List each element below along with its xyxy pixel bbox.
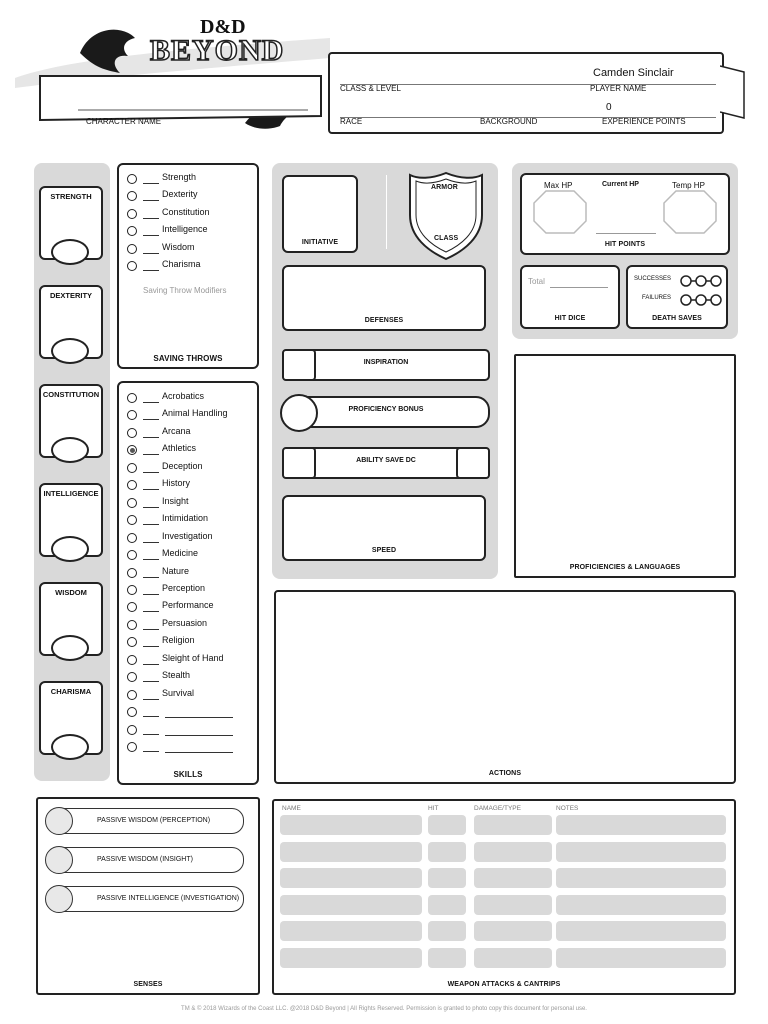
ability-save-dc-box[interactable] (282, 447, 490, 479)
modifier-oval[interactable] (51, 437, 89, 463)
attack-header-hit: HIT (428, 805, 439, 812)
senses-title: SENSES (133, 981, 163, 988)
proficiency-bonus-box[interactable] (282, 396, 490, 428)
proficiency-checkbox[interactable] (127, 672, 137, 682)
skill-label: Investigation (162, 530, 213, 541)
proficiency-checkbox[interactable] (127, 742, 137, 752)
proficiency-checkbox[interactable] (127, 498, 137, 508)
inspiration-box[interactable] (282, 349, 490, 381)
saving-throw-modifiers-label: Saving Throw Modifiers (143, 286, 227, 295)
passive-investigation-value[interactable] (45, 885, 73, 913)
skills-box (117, 381, 259, 785)
character-name-label: CHARACTER NAME (86, 117, 162, 126)
class-label: CLASS (434, 235, 459, 242)
hit-dice-box[interactable] (520, 265, 620, 329)
proficiency-checkbox[interactable] (127, 515, 137, 525)
proficiency-bonus-label: PROFICIENCY BONUS (348, 406, 424, 413)
ability-name: DEXTERITY (49, 291, 93, 300)
attack-cell[interactable] (556, 868, 726, 888)
ability-name: CONSTITUTION (42, 390, 100, 399)
ability-constitution[interactable] (39, 384, 101, 466)
passive-insight[interactable]: PASSIVE WISDOM (INSIGHT) (46, 847, 244, 873)
skills-title: SKILLS (173, 770, 203, 779)
actions-title: ACTIONS (488, 770, 522, 777)
attack-cell[interactable] (428, 868, 466, 888)
skill-label: Deception (162, 460, 203, 471)
skill-label: Survival (162, 687, 195, 698)
death-save-checkboxes[interactable] (680, 273, 722, 309)
modifier-oval[interactable] (51, 536, 89, 562)
hit-dice-label: HIT DICE (554, 315, 586, 322)
skill-label: Medicine (162, 548, 199, 559)
senses-box (36, 797, 260, 995)
proficiency-checkbox[interactable] (127, 707, 137, 717)
skill-label: Perception (162, 582, 206, 593)
ability-wisdom[interactable] (39, 582, 101, 664)
combat-panel (272, 163, 498, 579)
attack-cell[interactable] (428, 921, 466, 941)
proficiency-checkbox[interactable] (127, 568, 137, 578)
skill-label: Nature (162, 565, 190, 576)
race-label: RACE (340, 117, 363, 126)
proficiency-checkbox[interactable] (127, 602, 137, 612)
attack-cell[interactable] (280, 868, 422, 888)
player-name-value[interactable]: Camden Sinclair (593, 67, 674, 79)
modifier-oval[interactable] (51, 734, 89, 760)
proficiencies-languages-box[interactable] (514, 354, 736, 578)
proficiency-checkbox[interactable] (127, 463, 137, 473)
experience-value[interactable]: 0 (606, 102, 612, 113)
actions-box[interactable] (274, 590, 736, 784)
modifier-oval[interactable] (51, 338, 89, 364)
skill-label: Persuasion (162, 617, 208, 628)
initiative-label: INITIATIVE (301, 239, 339, 246)
ability-strength[interactable] (39, 186, 101, 268)
max-hp-label: Max HP (544, 181, 573, 190)
proficiency-checkbox[interactable] (127, 637, 137, 647)
passive-perception-value[interactable] (45, 807, 73, 835)
skill-label: Religion (162, 635, 195, 646)
current-hp-line (596, 233, 656, 234)
skill-label: Insight (162, 495, 189, 506)
attack-cell[interactable] (280, 895, 422, 915)
passive-perception[interactable]: PASSIVE WISDOM (PERCEPTION) (46, 808, 244, 834)
attack-cell[interactable] (428, 842, 466, 862)
death-saves-box[interactable] (626, 265, 728, 329)
header-scroll-end (720, 62, 746, 122)
current-hp-label: Current HP (602, 181, 639, 188)
proficiency-checkbox[interactable] (127, 533, 137, 543)
attack-cell[interactable] (280, 815, 422, 835)
initiative-box[interactable] (282, 175, 358, 253)
inspiration-label: INSPIRATION (363, 359, 409, 366)
death-saves-label: DEATH SAVES (652, 315, 702, 322)
defenses-label: DEFENSES (364, 317, 404, 324)
attack-cell[interactable] (556, 815, 726, 835)
passive-investigation[interactable]: PASSIVE INTELLIGENCE (INVESTIGATION) (46, 886, 244, 912)
logo-dnd: D&D (200, 16, 246, 38)
proficiency-checkbox[interactable] (127, 725, 137, 735)
proficiency-checkbox[interactable] (127, 655, 137, 665)
successes-label: SUCCESSES (634, 276, 672, 282)
attack-header-notes: NOTES (556, 805, 579, 812)
speed-label: SPEED (371, 547, 397, 554)
proficiency-checkbox[interactable] (127, 550, 137, 560)
attack-cell[interactable] (428, 815, 466, 835)
proficiency-circle[interactable] (280, 394, 318, 432)
saving-throws-title: SAVING THROWS (153, 354, 223, 363)
attack-cell[interactable] (474, 895, 552, 915)
skill-label: Acrobatics (162, 391, 205, 401)
attack-cell[interactable] (474, 868, 552, 888)
ability-name: CHARISMA (50, 687, 92, 696)
temp-hp-octagon[interactable] (662, 189, 718, 235)
hit-dice-total-line (550, 287, 608, 288)
background-label: BACKGROUND (480, 117, 538, 126)
attack-cell[interactable] (428, 895, 466, 915)
attack-cell[interactable] (556, 842, 726, 862)
hit-dice-total-label: Total (528, 277, 545, 286)
proficiency-checkbox[interactable] (127, 393, 137, 403)
proficiency-checkbox[interactable] (127, 690, 137, 700)
ability-name: WISDOM (55, 588, 87, 597)
attack-cell[interactable] (556, 895, 726, 915)
character-name-banner[interactable] (38, 70, 323, 124)
attack-cell[interactable] (474, 842, 552, 862)
attack-cell[interactable] (474, 948, 552, 968)
ability-scores-column (34, 163, 110, 781)
modifier-oval[interactable] (51, 239, 89, 265)
max-hp-octagon[interactable] (532, 189, 588, 235)
weapon-attacks-title: WEAPON ATTACKS & CANTRIPS (447, 981, 561, 988)
experience-label: EXPERIENCE POINTS (602, 117, 686, 126)
proficiency-checkbox[interactable] (127, 585, 137, 595)
ability-intelligence[interactable] (39, 483, 101, 565)
attack-cell[interactable] (474, 921, 552, 941)
skill-label: Animal Handling (162, 408, 228, 419)
saving-throws-box: Strength Dexterity Constitution Intelligence Wisdom Charisma Saving Throw Modifiers SAVING THROWS (117, 163, 259, 369)
attack-cell[interactable] (280, 948, 422, 968)
skill-label: Intimidation (162, 513, 209, 524)
attack-cell[interactable] (280, 921, 422, 941)
ability-charisma[interactable] (39, 681, 101, 763)
weapon-attacks-box (272, 799, 736, 995)
proficiency-checkbox[interactable] (127, 480, 137, 490)
modifier-oval[interactable] (51, 635, 89, 661)
defenses-box[interactable] (282, 265, 486, 331)
skill-label: Stealth (162, 670, 191, 681)
attack-cell[interactable] (556, 921, 726, 941)
divider (386, 175, 387, 249)
player-name-label: PLAYER NAME (590, 84, 647, 93)
hit-points-label: HIT POINTS (604, 241, 646, 248)
hit-points-box[interactable] (520, 173, 730, 255)
attack-cell[interactable] (556, 948, 726, 968)
temp-hp-label: Temp HP (672, 181, 705, 190)
failures-label: FAILURES (642, 295, 672, 301)
skill-label: Arcana (162, 425, 191, 436)
skill-label: Performance (162, 600, 214, 611)
proficiency-checkbox[interactable] (127, 428, 137, 438)
armor-label: ARMOR (431, 184, 458, 191)
proficiency-checkbox[interactable] (127, 620, 137, 630)
ability-save-dc-label: ABILITY SAVE DC (356, 457, 416, 464)
skill-label: Sleight of Hand (162, 652, 224, 663)
skill-label: History (162, 478, 191, 489)
attack-cell[interactable] (428, 948, 466, 968)
skill-label: Athletics (162, 443, 197, 454)
proficiency-checkbox[interactable] (127, 445, 137, 455)
class-level-label: CLASS & LEVEL (340, 84, 401, 93)
ability-name: STRENGTH (50, 192, 92, 201)
attack-header-name: NAME (282, 805, 301, 812)
proficiencies-languages-title: PROFICIENCIES & LANGUAGES (569, 564, 681, 571)
proficiency-checkbox[interactable] (127, 410, 137, 420)
attack-cell[interactable] (474, 815, 552, 835)
passive-insight-value[interactable] (45, 846, 73, 874)
copyright-footer: TM & © 2018 Wizards of the Coast LLC. @2018 D&D Beyond | All Rights Reserved. Permission is granted to photo copy this document for personal use. (181, 1006, 587, 1012)
ability-name: INTELLIGENCE (43, 489, 99, 498)
speed-box[interactable] (282, 495, 486, 561)
logo-beyond: BEYOND (150, 34, 285, 67)
attack-header-damage: DAMAGE/TYPE (474, 805, 521, 812)
attack-cell[interactable] (280, 842, 422, 862)
ability-dexterity[interactable] (39, 285, 101, 367)
hit-points-panel (512, 163, 738, 339)
